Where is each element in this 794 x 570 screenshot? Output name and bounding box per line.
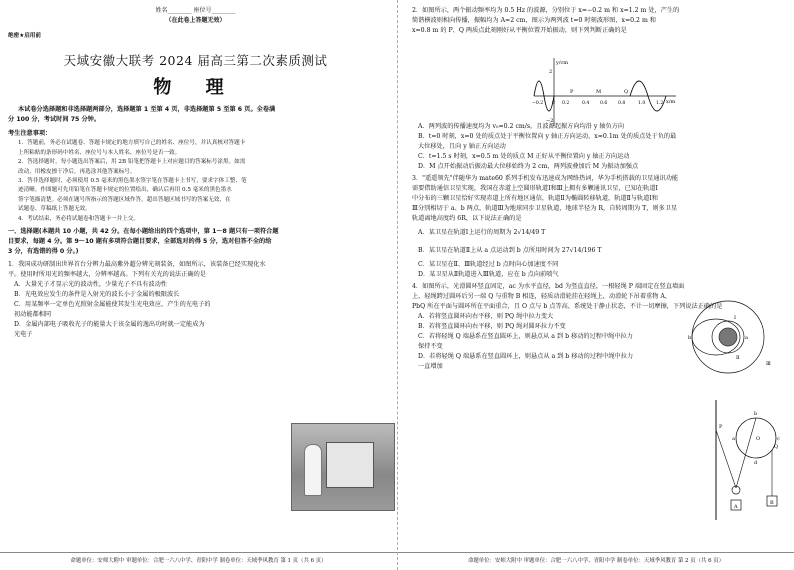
secret-mark: 绝密★启用前 [8,33,41,39]
q2-option-b-cont: 大位移处，且向 y 轴正方向运动 [418,143,506,150]
notice-line: 4．考试结束，务必将试题卷和答题卡一并上交。 [18,215,140,222]
point-q: Q [624,89,629,95]
notice-line: 迹清晰。作图题可先用铅笔在答题卡规定的位置绘出，确认后再用 0.5 毫米的黑色墨水 [18,187,232,194]
q3-option-b: B．某卫星在轨道Ⅱ上从 a 点运动到 b 点所用时间为 27√14/196 T [418,247,602,254]
q3-stem: 3．"遥遥领先"伴随华为 mate60 系列手机发布迅速成为网络热词，华为手机搭载的卫星通讯功能 [412,175,679,182]
exam-title: 天域安徽大联考 2024 届高三第二次素质测试 [63,53,328,69]
label-ring-a: a [732,436,735,442]
label-iii: Ⅲ [766,361,771,367]
page-1-footer: 命题单位：安师大附中 审题单位：合肥一六八中学、青阳中学 制卷单位：天域季风教育 第 1 页（共 6 页） [0,552,397,564]
label-ring-o: O [756,436,761,442]
label-a: a [745,335,748,341]
notice-line: 上所粘贴的条形码中姓名、座位号与本人姓名、座位号是否一致。 [18,149,181,156]
wave-x-label: x/m [666,99,676,105]
label-ring-b: b [754,411,758,417]
q3-option-c: C．某卫星在Ⅱ、Ⅲ轨道经过 b 点时向心加速度不同 [418,261,559,268]
q2-stem: 2．如图所示，两个振动频率均为 0.5 Hz 的波源，分别位于 x=−0.2 m 和 x=1.2 m 处，产生的 [412,7,680,14]
q4-option-b: B．若将竖直圆环向右平移，则 PQ 绳对圆环拉力不变 [418,323,566,330]
person-figure [304,444,322,496]
label-ii: Ⅱ [736,355,740,361]
label-weight-a: A [734,504,738,510]
q3-option-d: D．某卫星从Ⅱ轨道进入Ⅲ轨道，应在 b 点向前喷气 [418,271,559,278]
q1-stem: 平。使用时所用光的频率越大，分辨率越高。下列有关光的说法正确的是 [8,271,206,279]
q1-option-a: A．大量光子才显示光的波动性，少量光子不具有波动性 [14,281,167,289]
label-q: Q [774,444,779,450]
wave-tick: 0.2 [562,101,570,106]
wave-tick: 0.6 [600,101,608,106]
notice-line: 试题卷、草稿纸上答题无效。 [18,206,91,213]
q1-option-d-cont: 光电子 [14,331,33,339]
wave-tick: −0.2 [532,101,544,106]
no-answer-note: （在此卷上答题无效） [165,17,226,24]
subject-title: 物 理 [153,77,238,99]
intro-line-1: 本试卷分选择题和非选择题两部分，选择题第 1 至第 4 页，非选择题第 5 至第 6 页。全卷满 [18,106,276,114]
q4-option-d-cont: 一直增加 [418,363,443,370]
wave-amp-pos: 2 [549,69,553,75]
lithography-photo [291,423,395,511]
wave-tick: 0 [552,101,555,106]
wave-tick: 1.2 [656,101,664,106]
wave-tick: 1.0 [638,101,646,106]
wave-y-label: y/cm [556,60,569,66]
point-p: P [570,89,574,95]
wave-tick: 0.8 [618,101,626,106]
section-1-heading: 目要求，每题 4 分。第 9～10 题有多项符合题目要求，全部选对的得 5 分，选对但答不全的给 [8,238,272,246]
wave-tick: 0.4 [582,101,590,106]
q2-option-d: D．M 点开始振动后振动最大位移始终为 2 cm，两列波叠加后 M 为振动加强点 [418,163,639,170]
q4-stem: 4．如图所示，光滑圆环竖直固定，ac 为水平直径，bd 为竖直直径，一根轻绳 P 端固定在竖直墙面 [412,283,685,290]
notice-line: 3．答非选择题时，必须使用 0.5 毫米的黑色墨水签字笔在答题卡上书写，要求字体工整、笔 [18,178,247,185]
q4-option-c: C．若将轻绳 Q 端悬系在竖直圆环上，则悬点从 a 到 b 移动的过程中绳中拉力 [418,333,633,340]
machine-figure [326,442,374,488]
q1-option-c: C．用某频率一定单色光照射金属能使其发生光电效应，产生的光电子的 [14,301,211,309]
q2-stem: 简谐横波则相向传播，振幅均为 A=2 cm，图示为两列波 t=0 时刻波形图，x=0.2 m 和 [412,17,656,24]
wave-figure [530,56,680,128]
label-b: b [688,335,692,341]
label-weight-b: B [770,500,774,506]
q4-option-d: D．若将轻绳 Q 端悬系在竖直圆环上，则悬点从 a 到 b 移动的过程中绳中拉力 [418,353,634,360]
q2-stem: x=0.8 m 的 P、Q 两质点此刻刚好从平衡位置开始振动，则下列判断正确的是 [412,27,627,34]
q3-stem: 中分布的三颗卫星恰好实现赤道上所有地区通信，轨道Ⅱ为椭圆转移轨道，轨道Ⅱ与轨道Ⅰ和 [412,195,658,202]
label-ring-d: d [754,460,758,466]
earth [719,328,737,346]
q3-stem: 需要借助通信卫星实现，我国在赤道上空圆形轨道Ⅰ和Ⅲ上拥有多颗通讯卫星，已知在轨道Ⅰ [412,185,658,192]
q1-stem: 1．我国成功研制出世界首台分辨力最高紫外超分辨光刻装备，如图所示，该装备已经实现化水 [8,261,266,269]
q1-option-c-cont: 初动能都相同 [14,311,52,319]
intro-line-2: 分 100 分，考试时间 75 分钟。 [8,116,101,124]
notice-title: 考生注意事项： [8,130,52,138]
notice-line: 签字笔描清楚。必须在题号所指示的答题区域作答，超出答题区域书写的答案无效，在 [18,196,231,203]
rope-mid [736,418,756,488]
wave-amp-neg: −2 [546,118,554,124]
notice-line: 1．答题前，务必在试题卷、答题卡规定的地方填写自己的姓名、座位号，并认真核对答题卡 [18,140,246,147]
q3-option-a: A．某卫星在轨道Ⅰ上运行的周期为 2√14/49 T [418,229,546,236]
q4-option-c-cont: 保持不变 [418,343,443,350]
page-2-footer: 命题单位：安师大附中 审题单位：合肥一六八中学、青阳中学 制卷单位：天域季风教育 第 2 页（共 6 页） [398,552,794,564]
pulley-figure [712,400,782,520]
q2-option-c: C．t=1.5 s 时刻，x=0.5 m 处的质点 M 正好从平衡位置向 y 轴正方向运动 [418,153,630,160]
q3-stem: 轨道离地高度约 6R，以下说法正确的是 [412,215,522,222]
q4-option-a: A．若将竖直圆环向右平移，则 PQ 绳中拉力变大 [418,313,554,320]
notice-line: 2．答选择题时，每小题选出答案后，用 2B 铅笔把答题卡上对应题目的答案标号涂黑。如需 [18,159,246,166]
q4-stem: PbQ 所在平面与圆环所在平面重合，且 O 点与 b 点等高，系统处于静止状态，不计一切摩擦，下列说法正确的是 [412,303,723,310]
point-m: M [596,89,602,95]
wave-tick-labels [532,100,663,106]
notice-line: 改动，用橡皮擦干净后，再选涂其他答案标号。 [18,168,136,175]
orbit-figure [688,297,776,377]
name-seat-fields: 姓名________ 座位号________ [155,7,236,14]
q1-option-d: D．金属内部电子吸收光子的能量大于该金属的逸出功时就一定能成为 [14,321,205,329]
section-1-heading: 3 分，有选错的得 0 分。) [8,248,79,256]
q2-option-a: A．两列波的传播速度均为 v₀=0.2 cm/s，且波源起振方向均沿 y 轴负方向 [418,123,625,130]
section-1-heading: 一、选择题(本题共 10 小题，共 42 分。在每小题给出的四个选项中，第 1～8 题只有一项符合题 [8,228,279,236]
label-ring-c: c [777,436,780,442]
q3-stem: Ⅲ分别相切于 a、b 两点，轨道Ⅲ为地球同步卫星轨道，地球半径为 R，自转周期为 T，则多卫星 [412,205,678,212]
label-i: Ⅰ [734,315,736,321]
q2-option-b: B．t=0 时刻，x=0 处的质点处于平衡位置向 y 轴正方向运动，x=0.1m 处的质点处于负的最 [418,133,677,140]
label-p: P [719,424,723,430]
q4-stem: 上，轻绳跨过圆环后另一端 Q 与重物 B 相连，轻质动滑轮挂在轻绳上，动滑轮下吊着重物 A， [412,293,672,300]
q1-option-b: B．光电效应发生的条件是入射光的波长小于金属的极限波长 [14,291,180,299]
